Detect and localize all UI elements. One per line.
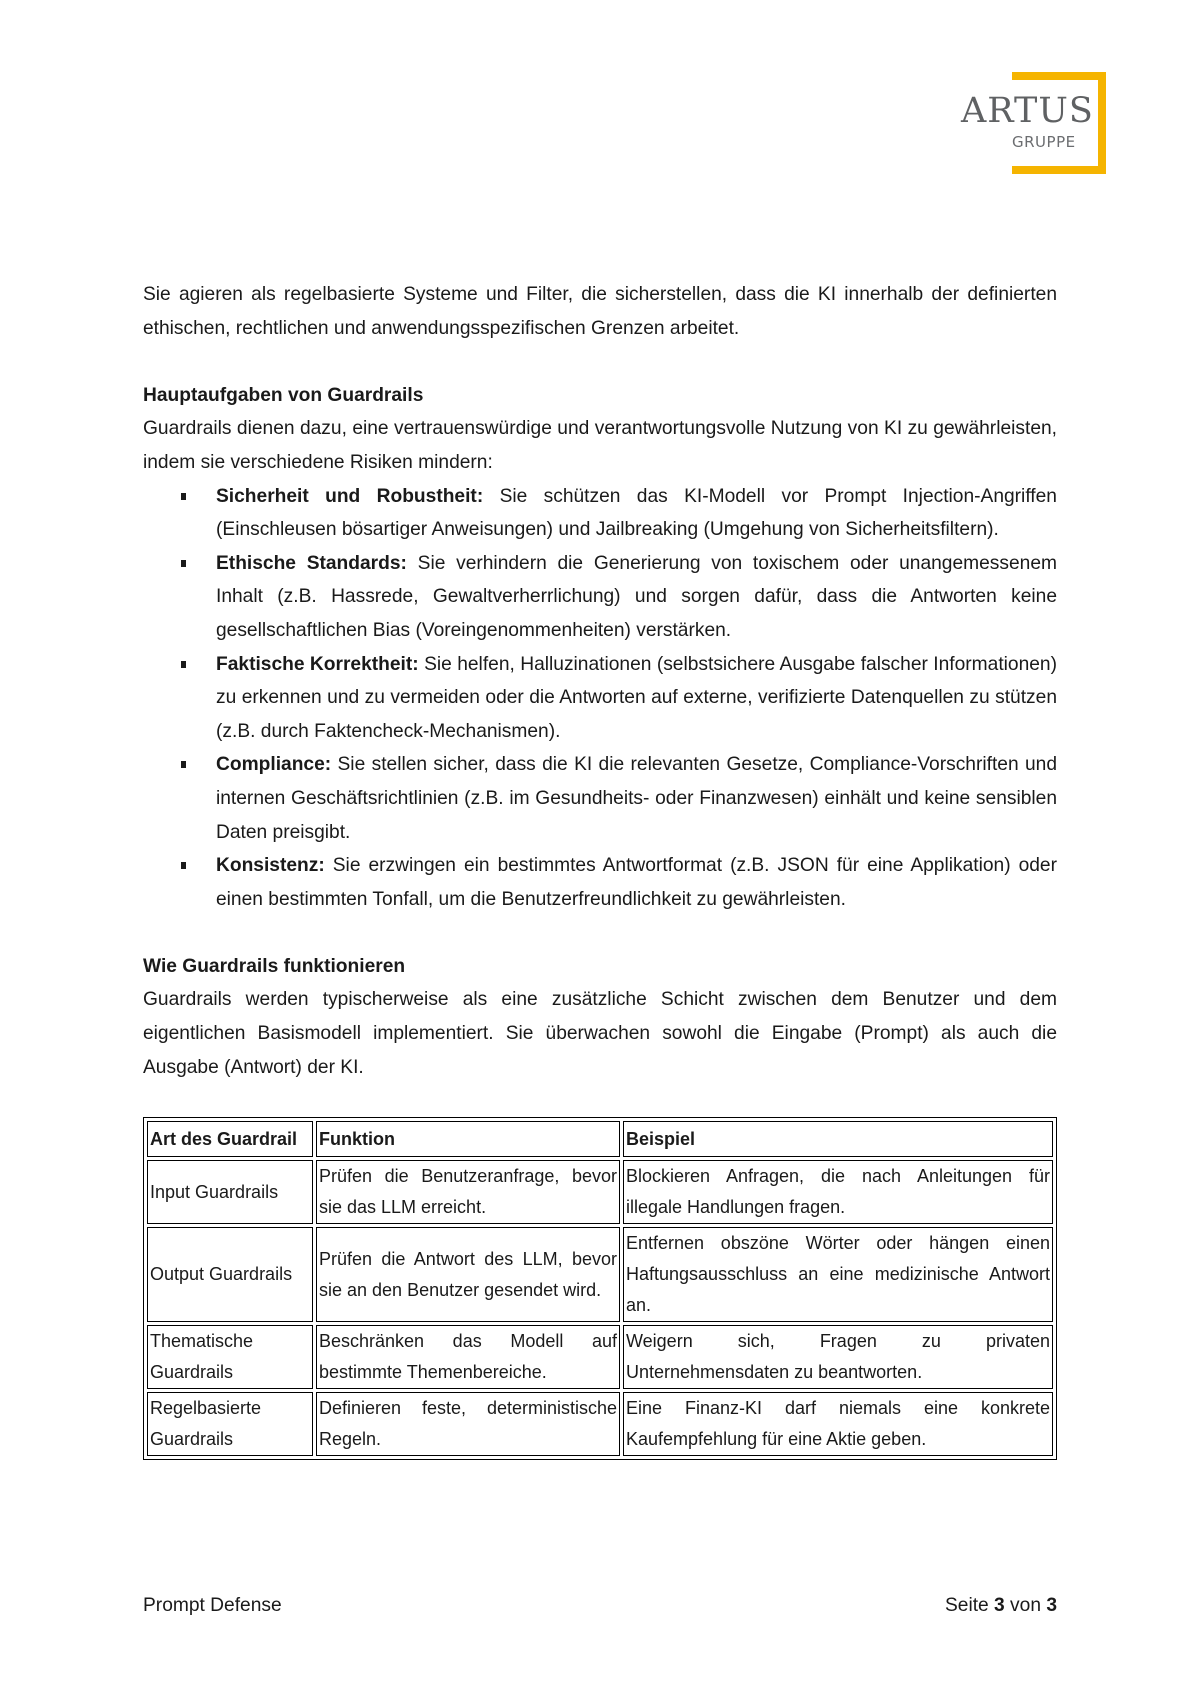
table-row — [147, 1325, 1053, 1389]
bullet-term: Faktische Korrektheit: — [216, 653, 419, 675]
logo-subtitle: GRUPPE — [1012, 133, 1076, 151]
guardrail-types-table — [143, 1117, 1057, 1460]
table-cell: Weigern sich, Fragen zu privaten Unternehmensdaten zu beantworten. — [623, 1325, 1053, 1389]
intro-paragraph: Sie agieren als regelbasierte Systeme und Filter, die sicherstellen, dass die KI innerhalb der definierten ethischen, rechtlichen und anwendungsspezifischen Grenzen arbeitet. — [143, 284, 1057, 339]
list-item — [143, 480, 1057, 547]
table-header-row — [147, 1121, 1053, 1157]
bullet-text: Sie helfen, Halluzinationen (selbstsichere Ausgabe falscher Informationen) zu erkennen und zu vermeiden oder die Antworten auf externe, verifizierte Datenquellen zu stützen (z.B. durch Faktencheck-Mechanismen). — [216, 653, 1057, 742]
table-cell: Definieren feste, deterministische Regeln. — [316, 1392, 620, 1456]
bullet-text: Sie erzwingen ein bestimmtes Antwortformat (z.B. JSON für eine Applikation) oder einen bestimmten Tonfall, um die Benutzerfreundlichkeit zu gewährleisten. — [216, 855, 1057, 910]
bullet-term: Compliance: — [216, 754, 332, 776]
column-header-beispiel: Beispiel — [623, 1121, 1053, 1157]
section-heading-funktionsweise: Wie Guardrails funktionieren — [143, 955, 406, 977]
bullet-icon — [181, 493, 186, 500]
list-item — [143, 748, 1057, 849]
list-item — [143, 648, 1057, 749]
section-paragraph: Guardrails werden typischerweise als eine zusätzliche Schicht zwischen dem Benutzer und dem eigentlichen Basismodell implementiert. Sie überwachen sowohl die Eingabe (Prompt) als auch die Ausgabe (Antwort) der KI. — [143, 989, 1057, 1078]
section-heading-hauptaufgaben: Hauptaufgaben von Guardrails — [143, 384, 424, 406]
bullet-term: Sicherheit und Robustheit: — [216, 485, 484, 507]
bullet-term: Ethische Standards: — [216, 552, 407, 574]
total-pages: 3 — [1046, 1595, 1057, 1616]
table-cell: Thematische Guardrails — [147, 1325, 313, 1389]
table-cell: Output Guardrails — [147, 1227, 313, 1322]
table-row — [147, 1392, 1053, 1456]
table-row — [147, 1160, 1053, 1224]
bullet-term: Konsistenz: — [216, 855, 325, 877]
bullet-text: Sie stellen sicher, dass die KI die relevanten Gesetze, Compliance-Vorschriften und internen Geschäftsrichtlinien (z.B. im Gesundheits- oder Finanzwesen) einhält und keine sensiblen Daten preisgibt. — [216, 754, 1057, 843]
table-cell: Entfernen obszöne Wörter oder hängen einen Haftungsausschluss an eine medizinische Antwort an. — [623, 1227, 1053, 1322]
bullet-text: Sie schützen das KI-Modell vor Prompt Injection-Angriffen (Einschleusen bösartiger Anweisungen) und Jailbreaking (Umgehung von Sicherheitsfiltern). — [216, 485, 1057, 541]
list-item — [143, 547, 1057, 648]
column-header-art: Art des Guardrail — [147, 1121, 313, 1157]
page-number — [945, 1592, 1057, 1620]
bullet-icon — [181, 661, 186, 668]
table-cell: Blockieren Anfragen, die nach Anleitungen für illegale Handlungen fragen. — [623, 1160, 1053, 1224]
page-separator: von — [1004, 1595, 1047, 1616]
table-cell: Eine Finanz-KI darf niemals eine konkrete Kaufempfehlung für eine Aktie geben. — [623, 1392, 1053, 1456]
table-row — [147, 1227, 1053, 1322]
table-cell: Beschränken das Modell auf bestimmte Themenbereiche. — [316, 1325, 620, 1389]
table-cell: Prüfen die Benutzeranfrage, bevor sie das LLM erreicht. — [316, 1160, 620, 1224]
bullet-icon — [181, 862, 186, 869]
list-item — [143, 849, 1057, 916]
bullet-icon — [181, 761, 186, 768]
bullet-icon — [181, 560, 186, 567]
bullet-text: Sie verhindern die Generierung von toxischem oder unangemessenem Inhalt (z.B. Hassrede, Gewaltverherrlichung) und sorgen dafür, dass die Antworten keine gesellschaftlichen Bias (Voreingenommenheiten) verstärken. — [216, 552, 1057, 641]
table-cell: Regelbasierte Guardrails — [147, 1392, 313, 1456]
section-lead-paragraph: Guardrails dienen dazu, eine vertrauenswürdige und verantwortungsvolle Nutzung von KI zu gewährleisten, indem sie verschiedene Risiken mindern: — [143, 418, 1057, 473]
page-prefix: Seite — [944, 1595, 995, 1616]
footer-document-title: Prompt Defense — [143, 1595, 282, 1616]
current-page: 3 — [994, 1595, 1005, 1616]
logo-wordmark: ARTUS — [961, 91, 1094, 131]
artus-gruppe-logo — [955, 72, 1115, 174]
table-cell: Prüfen die Antwort des LLM, bevor sie an den Benutzer gesendet wird. — [316, 1227, 620, 1322]
document-body — [143, 278, 1057, 1084]
risk-bullet-list — [143, 480, 1057, 917]
column-header-funktion: Funktion — [316, 1121, 620, 1157]
table-cell: Input Guardrails — [147, 1160, 313, 1224]
